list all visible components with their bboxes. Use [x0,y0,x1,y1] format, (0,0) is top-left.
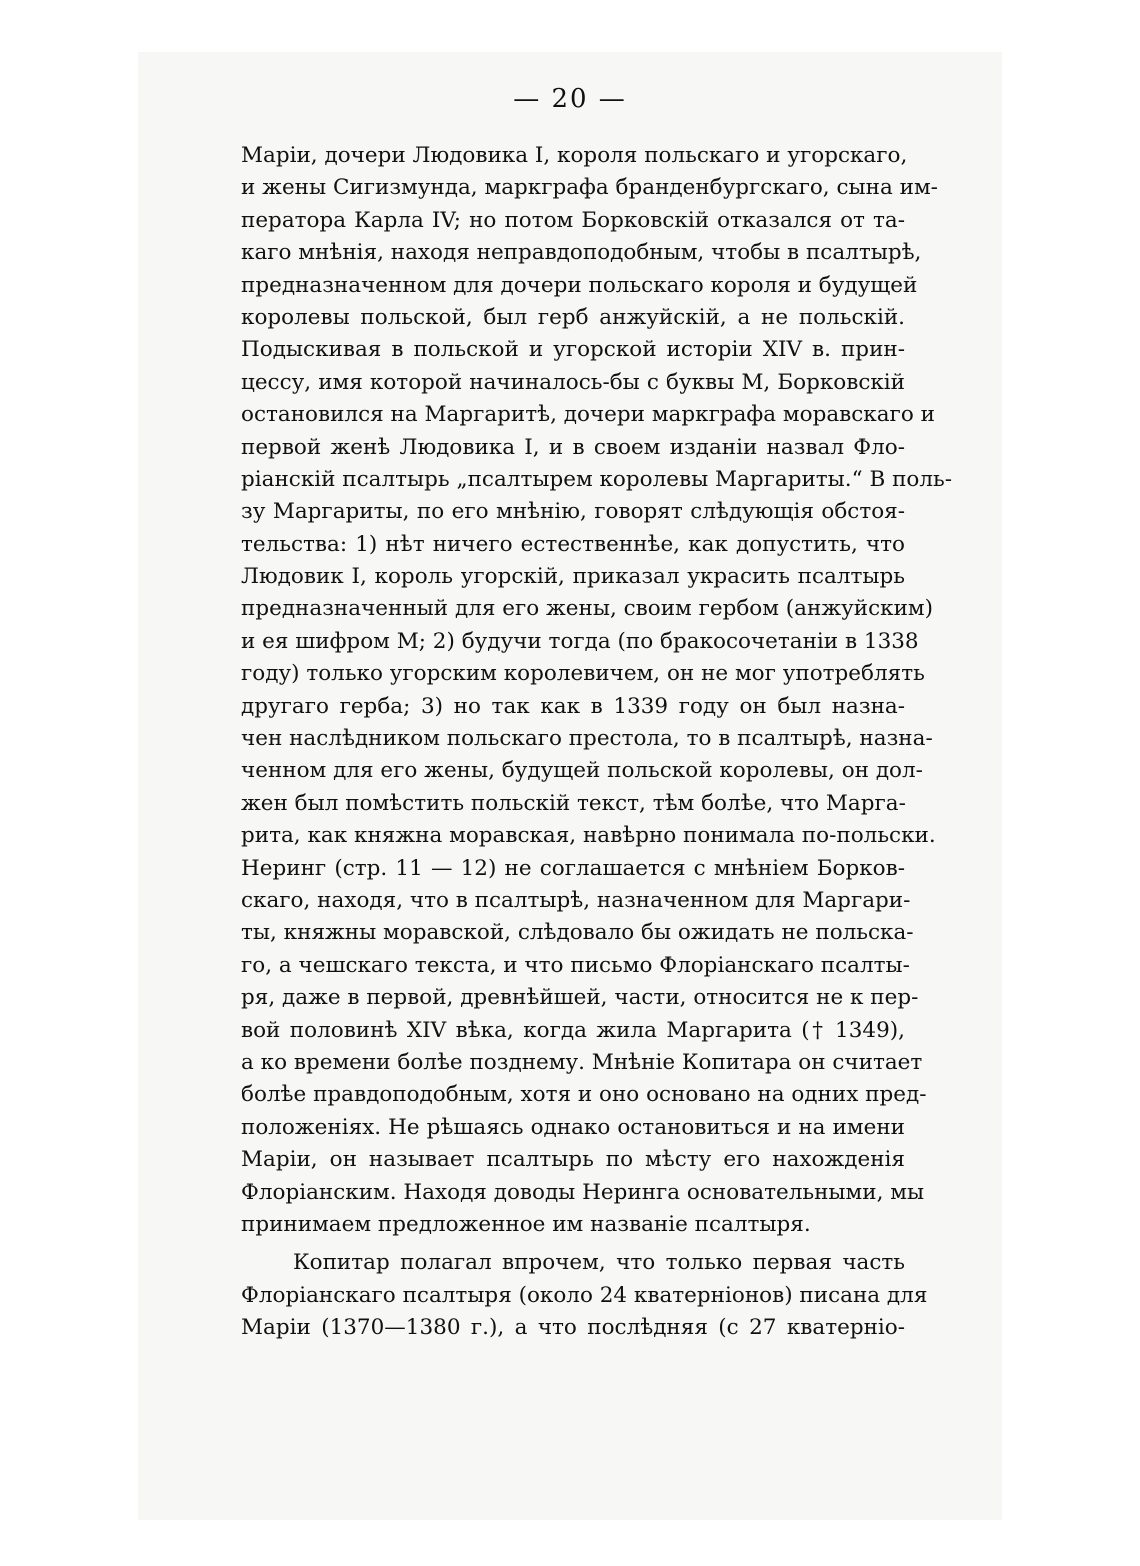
body-text [241,140,952,1344]
text-line: году) только угорским королевичем, он не мог употреблять [241,661,925,687]
text-line: и ея шифром М; 2) будучи тогда (по бракосочетаніи в 1338 [241,628,919,654]
text-line: Маріи (1370—1380 г.), а что послѣдняя (с 27 кватерніо- [241,1315,905,1341]
text-line: Подыскивая в польской и угорской исторіи XIV в. прин- [241,337,905,363]
text-line: вой половинѣ XIV вѣка, когда жила Маргарита († 1349), [241,1017,905,1043]
text-line: рита, как княжна моравская, навѣрно понимала по-польски. [241,823,936,849]
text-line: Неринг (стр. 11 — 12) не соглашается с мнѣніем Борков- [241,855,905,881]
text-line: предназначенный для его жены, своим гербом (анжуйским) [241,596,934,622]
text-line: чен наслѣдником польскаго престола, то в псалтырѣ, назна- [241,726,933,752]
text-line: ріанскій псалтырь „псалтырем королевы Маргариты.“ В поль- [241,466,952,492]
text-line: Копитар полагал впрочем, что только первая часть [293,1250,905,1276]
text-line: ря, даже в первой, древнѣйшей, части, относится не к пер- [241,985,919,1011]
text-line: принимаем предложенное им названіе псалтыря. [241,1211,811,1237]
text-line: ператора Карла IV; но потом Борковскій отказался от та- [241,207,905,233]
text-line: каго мнѣнія, находя неправдоподобным, чтобы в псалтырѣ, [241,240,922,266]
text-line: положеніях. Не рѣшаясь однако остановиться и на имени [241,1114,905,1140]
text-line: го, а чешскаго текста, и что письмо Флоріанскаго псалты- [241,952,910,978]
text-line: Маріи, он называет псалтырь по мѣсту его нахожденія [241,1147,905,1173]
text-line: ты, княжны моравской, слѣдовало бы ожидать не польска- [241,920,914,946]
text-line: предназначенном для дочери польскаго короля и будущей [241,272,918,298]
text-line: скаго, находя, что в псалтырѣ, назначенном для Маргари- [241,887,911,913]
text-line: Флоріанскаго псалтыря (около 24 кватерніонов) писана для [241,1282,928,1308]
text-line: другаго герба; 3) но так как в 1339 году он был назна- [241,693,905,719]
paragraph-2 [241,1247,928,1344]
text-line: остановился на Маргаритѣ, дочери маркграфа моравскаго и [241,402,935,428]
text-line: Флоріанским. Находя доводы Неринга основательными, мы [241,1179,925,1205]
text-line: Маріи, дочери Людовика I, короля польскаго и угорскаго, [241,143,908,168]
paragraph-1 [241,140,952,1241]
text-line: зу Маргариты, по его мнѣнію, говорят слѣдующія обстоя- [241,499,905,525]
page-number: — 20 — [513,84,627,114]
text-line: а ко времени болѣе позднему. Мнѣніе Копитара он считает [241,1049,923,1075]
text-line: первой женѣ Людовика I, и в своем изданіи назвал Фло- [241,434,905,460]
text-line: тельства: 1) нѣт ничего естественнѣе, как допустить, что [241,531,905,557]
text-line: болѣе правдоподобным, хотя и оно основано на одних пред- [241,1082,927,1108]
text-line: ченном для его жены, будущей польской королевы, он дол- [241,758,923,784]
text-line: цессу, имя которой начиналось-бы с буквы М, Борковскій [241,369,905,395]
text-line: королевы польской, был герб анжуйскій, а не польскій. [241,304,905,330]
text-line: и жены Сигизмунда, маркграфа бранденбургскаго, сына им- [241,175,938,201]
text-line: Людовик I, король угорскій, приказал украсить псалтырь [241,564,905,590]
text-line: жен был помѣстить польскій текст, тѣм болѣе, что Марга- [241,790,906,816]
